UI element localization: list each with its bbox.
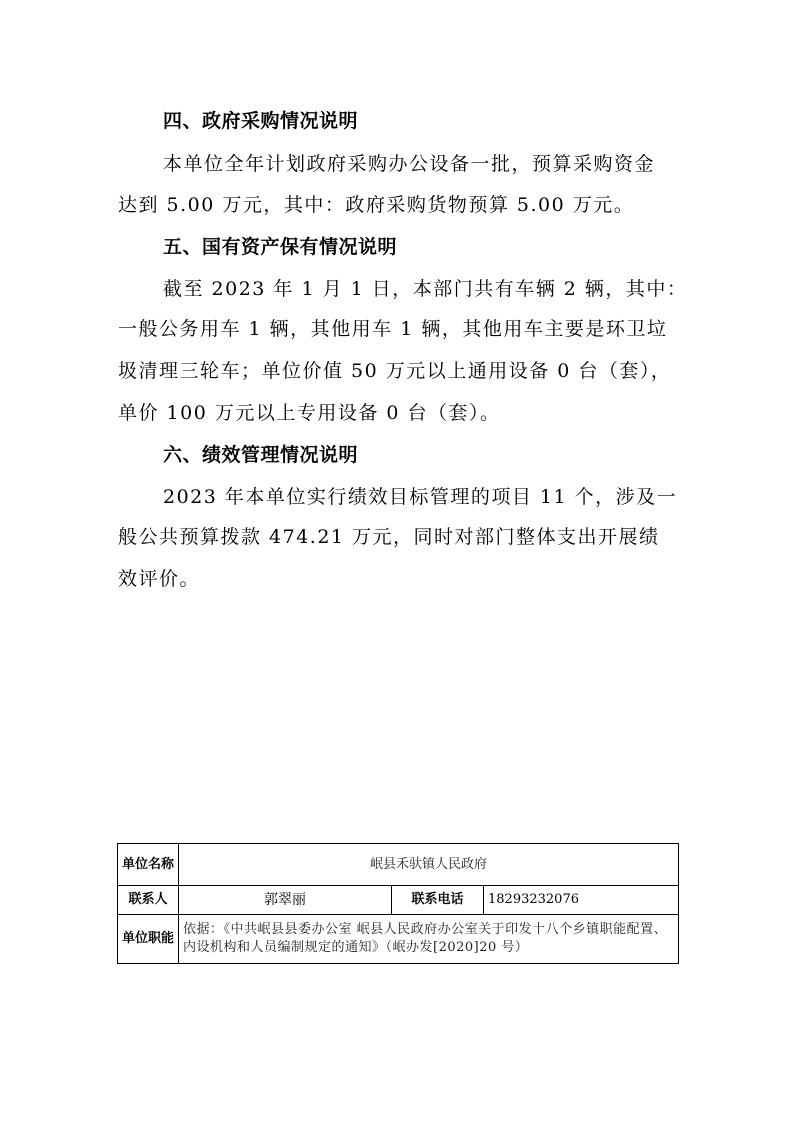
paragraph-line: 2023 年本单位实行绩效目标管理的项目 11 个，涉及一 — [163, 486, 678, 508]
contact-value: 郭翠丽 — [179, 886, 392, 915]
unit-name-value: 岷县禾驮镇人民政府 — [179, 844, 679, 886]
contact-label: 联系人 — [118, 886, 179, 915]
paragraph-line: 般公共预算拨款 474.21 万元，同时对部门整体支出开展绩 — [118, 526, 660, 548]
paragraph-line: 圾清理三轮车；单位价值 50 万元以上通用设备 0 台（套）， — [118, 360, 672, 382]
paragraph-line: 达到 5.00 万元，其中：政府采购货物预算 5.00 万元。 — [118, 194, 635, 216]
unit-name-label: 单位名称 — [118, 844, 179, 886]
section-heading-assets: 五、国有资产保有情况说明 — [163, 236, 398, 258]
section-heading-performance: 六、绩效管理情况说明 — [163, 444, 359, 466]
table-row — [118, 886, 679, 915]
function-value: 依据：《中共岷县县委办公室 岷县人民政府办公室关于印发十八个乡镇职能配置、内设机构和人员编制规定的通知》（岷办发[2020]20 号） — [179, 915, 679, 964]
table-row — [118, 844, 679, 886]
paragraph-line: 效评价。 — [118, 568, 201, 590]
unit-info-table — [117, 843, 679, 964]
section-heading-procurement: 四、政府采购情况说明 — [163, 110, 359, 132]
paragraph-line: 单价 100 万元以上专用设备 0 台（套）。 — [118, 402, 501, 424]
table-row — [118, 915, 679, 964]
phone-label: 联系电话 — [392, 886, 484, 915]
paragraph-line: 本单位全年计划政府采购办公设备一批，预算采购资金 — [163, 153, 656, 175]
function-label: 单位职能 — [118, 915, 179, 964]
paragraph-line: 一般公务用车 1 辆，其他用车 1 辆，其他用车主要是环卫垃 — [118, 318, 668, 340]
paragraph-line: 截至 2023 年 1 月 1 日，本部门共有车辆 2 辆，其中： — [163, 278, 688, 300]
phone-value: 18293232076 — [484, 886, 679, 915]
